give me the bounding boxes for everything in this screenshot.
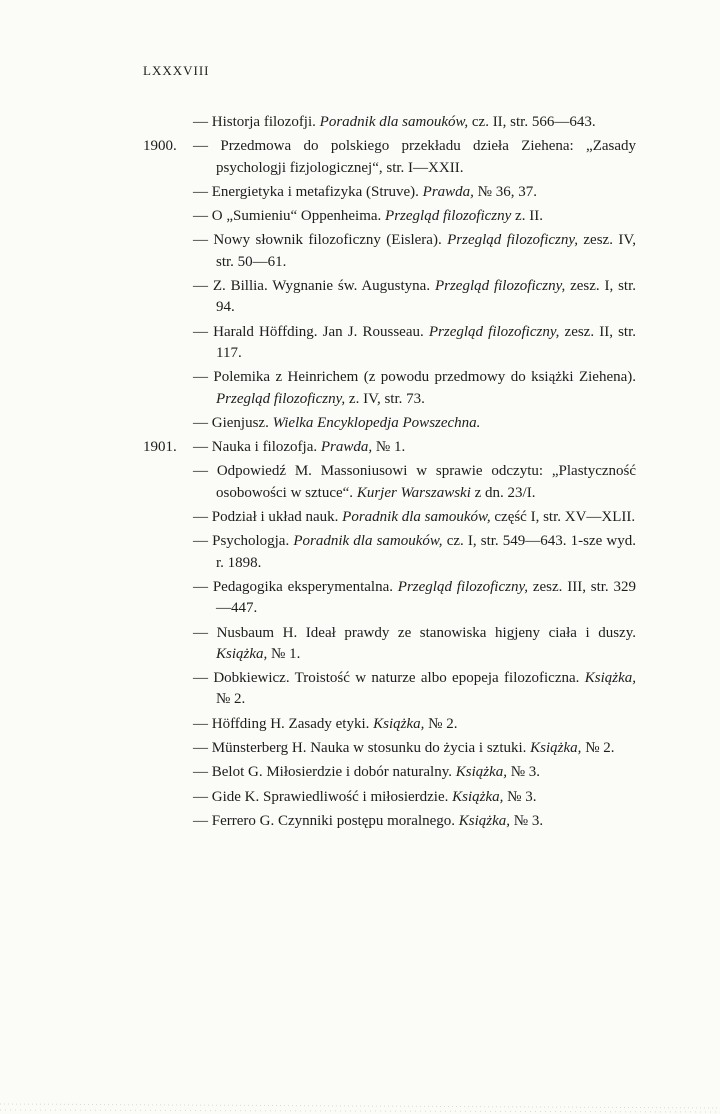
entry-title: Belot G. Miłosierdzie i dobór naturalny. [211,764,452,781]
entry-title: Historja filozofji. [211,114,316,130]
bibliography-entry [0,811,636,832]
entry-details: z. IV, str. 73. [348,390,425,407]
entry-details: z. II. [515,208,543,225]
entry-title: Nusbaum H. Ideał prawdy ze stanowiska higjeny ciała i duszy. [216,624,636,641]
entry-dash: — [193,740,208,757]
entry-source: Książka, [455,764,507,781]
entry-dash: — [193,414,208,431]
entry-source: Przegląd filozoficzny, [428,323,560,340]
entry-details: № 3. [510,764,541,781]
page-edge-noise [0,1074,720,1114]
entry-source: Przegląd filozoficzny, [434,278,566,295]
bibliography-entry [0,230,636,273]
entry-details: zesz. IV, str. 50—61. [216,232,637,270]
bibliography-entry [0,507,636,528]
entry-source: Kurjer Warszawski [356,484,471,501]
entry-title: Ferrero G. Czynniki postępu moralnego. [211,812,456,829]
bibliography-entry [0,276,636,319]
bibliography-entry [0,322,636,365]
entry-title: Energietyka i metafizyka (Struve). [211,183,419,200]
entry-dash: — [193,323,208,340]
bibliography-entry [0,437,636,458]
entry-details: z dn. 23/I. [474,484,536,501]
entry-year: 1900. [143,138,177,155]
bibliography-entry [0,714,636,735]
entry-details: cz. I, str. 549—643. 1-sze wyd. r. 1898. [216,533,637,571]
entry-source: Przegląd filozoficzny, [397,578,529,595]
entry-dash: — [193,812,208,829]
entry-details: № 1. [375,439,406,456]
entry-dash: — [193,509,208,526]
entry-source: Książka, [452,788,504,805]
entry-details: № 2. [428,715,458,732]
entry-source: Przegląd filozoficzny, [216,390,346,407]
entry-source: Prawda, [422,183,474,200]
entry-dash: — [193,208,208,225]
entry-details: № 3. [507,788,537,805]
entry-title: Gienjusz. [211,414,269,431]
bibliography-entry [0,738,636,759]
entry-title: Münsterberg H. Nauka w stosunku do życia i sztuki. [211,740,527,757]
entry-details: № 1. [271,645,301,662]
bibliography-list [0,112,720,835]
bibliography-entry [0,787,636,808]
bibliography-entry [0,112,636,133]
entry-details: zesz. I, str. 94. [216,278,637,316]
entry-title: Gide K. Sprawiedliwość i miłosierdzie. [211,788,449,805]
entry-source: Prawda, [320,439,373,456]
entry-dash: — [193,715,208,732]
entry-title: Höffding H. Zasady etyki. [211,715,370,732]
entry-details: № 36, 37. [477,183,537,200]
entry-details: zesz. II, str. 117. [216,323,637,361]
entry-dash: — [193,788,208,805]
entry-source: Wielka Encyklopedja Powszechna. [272,414,481,431]
entry-details: № 2. [216,691,246,708]
entry-source: Książka, [458,812,511,829]
entry-title: Przedmowa do polskiego przekładu dzieła Ziehena: „Zasady psychologji fizjologicznej“, str. I—XXII. [216,138,637,176]
entry-title: O „Sumieniu“ Oppenheima. [211,208,382,225]
entry-source: Poradnik dla samouków, [293,533,443,550]
entry-dash: — [193,232,208,249]
entry-details: № 2. [585,740,615,757]
entry-dash: — [193,369,208,386]
entry-source: Poradnik dla samouków, [342,509,491,526]
entry-dash: — [193,114,208,130]
entry-details: cz. II, str. 566—643. [471,114,596,130]
entry-dash: — [193,183,208,200]
entry-title: Psychologja. [212,533,290,550]
entry-title: Odpowiedź M. Massoniusowi w sprawie odczytu: „Plastyczność osobowości w sztuce“. [216,463,637,501]
bibliography-entry [0,623,636,666]
entry-source: Poradnik dla samouków, [319,114,469,130]
entry-source: Książka, [216,645,268,662]
entry-title: Harald Höffding. Jan J. Rousseau. [213,323,424,340]
entry-dash: — [193,578,208,595]
entry-dash: — [193,138,208,155]
bibliography-entry [0,367,636,410]
bibliography-entry [0,577,636,620]
bibliography-entry [0,136,636,179]
bibliography-entry [0,762,636,783]
entry-source: Książka, [530,740,582,757]
entry-dash: — [193,533,208,550]
entry-source: Książka, [584,670,637,687]
entry-source: Przegląd filozoficzny [385,208,512,225]
bibliography-entry [0,206,636,227]
entry-title: Polemika z Heinrichem (z powodu przedmowy do książki Ziehena). [213,369,637,386]
entry-details: zesz. III, str. 329—447. [216,578,636,617]
bibliography-entry [0,461,636,504]
bibliography-entry [0,182,636,203]
entry-year: 1901. [143,439,177,456]
entry-dash: — [193,439,208,456]
page-number: LXXXVIII [143,63,210,78]
entry-details: część I, str. XV—XLII. [494,509,636,526]
entry-title: Nauka i filozofja. [211,439,318,456]
entry-title: Pedagogika eksperymentalna. [212,578,393,595]
entry-source: Książka, [373,715,425,732]
entry-title: Z. Billia. Wygnanie św. Augustyna. [212,278,431,295]
bibliography-entry [0,531,636,574]
bibliography-entry [0,668,636,711]
entry-source: Przegląd filozoficzny, [447,232,578,249]
entry-title: Dobkiewicz. Troistość w naturze albo epopeja filozoficzna. [213,670,580,687]
entry-details: № 3. [513,812,544,829]
entry-dash: — [193,624,208,641]
entry-dash: — [193,670,208,687]
entry-title: Nowy słownik filozoficzny (Eislera). [213,232,442,249]
entry-dash: — [193,463,208,480]
entry-dash: — [193,764,208,781]
bibliography-entry [0,413,636,434]
entry-dash: — [193,278,208,295]
entry-title: Podział i układ nauk. [211,509,339,526]
